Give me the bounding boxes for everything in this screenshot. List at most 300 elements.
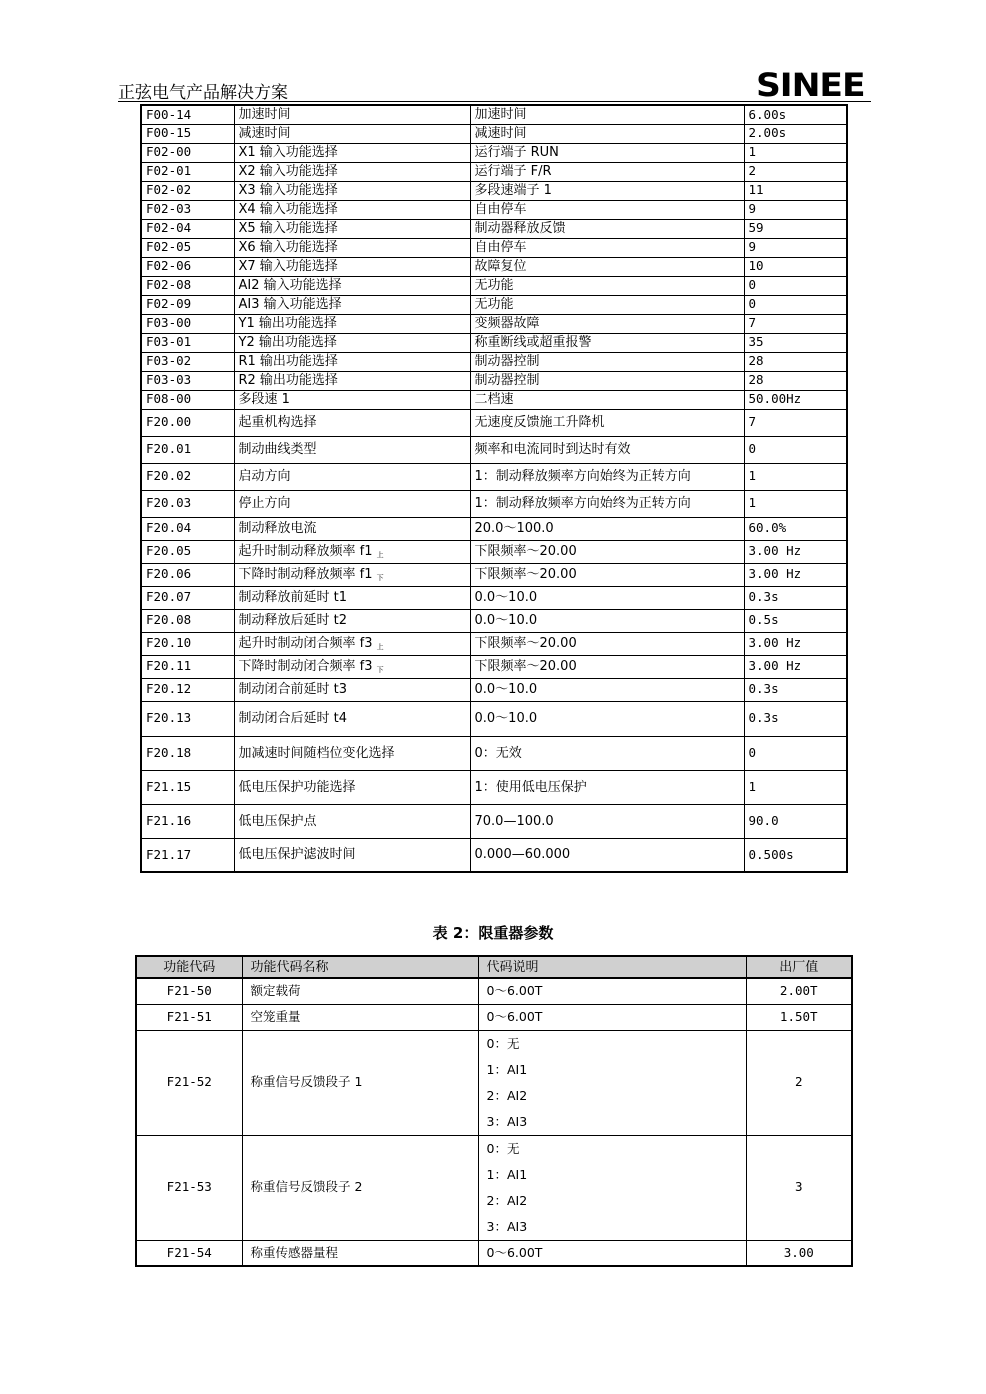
param-desc-text: 1：制动释放频率方向始终为正转方向 (474, 469, 691, 484)
param-code-text: F02-00 (146, 144, 192, 160)
param-desc (470, 586, 744, 609)
table-row (136, 1030, 852, 1135)
param-code (141, 333, 234, 352)
param-desc-text: 自由停车 (474, 202, 527, 217)
param-name-subscript: 下 (376, 665, 384, 674)
param-name (234, 219, 470, 238)
param-value-text: 3.00 Hz (748, 566, 802, 582)
param-code-text: F03-00 (146, 315, 192, 331)
param-desc-text: 0.0～10.0 (474, 590, 538, 605)
param-code (141, 770, 234, 804)
param-code (141, 517, 234, 540)
param-desc (478, 1030, 746, 1135)
param-desc (470, 678, 744, 701)
param-desc (470, 295, 744, 314)
param-value (744, 517, 847, 540)
param-value-text: 0 (748, 277, 757, 293)
param-desc (470, 540, 744, 563)
param-name (234, 563, 470, 586)
param-name-text: 低电压保护功能选择 (238, 779, 356, 795)
param-code-text: F02-08 (146, 277, 192, 293)
param-value-text: 3.00 Hz (748, 658, 802, 674)
param-value (744, 678, 847, 701)
param-code (141, 463, 234, 490)
param-code-text: F20.18 (146, 744, 192, 760)
param-value-text: 0.3s (748, 589, 779, 605)
table-row (141, 181, 847, 200)
table-row (136, 978, 852, 1004)
param-name-text: 减速时间 (238, 126, 291, 141)
param-code-text: F20.05 (146, 543, 192, 559)
param-name: 称重信号反馈段子 1 (242, 1030, 478, 1135)
param-desc-text: 0.0～10.0 (474, 711, 538, 726)
param-value-text: 3.00 Hz (748, 543, 802, 559)
param-value (744, 295, 847, 314)
param-value-text: 0.5s (748, 612, 779, 628)
param-code (141, 257, 234, 276)
header-name: 功能代码名称 (242, 956, 478, 978)
param-name: 额定载荷 (242, 978, 478, 1004)
param-code (141, 736, 234, 770)
param-code (141, 678, 234, 701)
param-value (744, 238, 847, 257)
table-row (141, 563, 847, 586)
param-desc-text: 运行端子 RUN (474, 145, 559, 160)
table-row (141, 490, 847, 517)
param-name (234, 238, 470, 257)
param-name: 称重信号反馈段子 2 (242, 1135, 478, 1240)
header-code: 功能代码 (136, 956, 242, 978)
param-default: 3 (746, 1135, 852, 1240)
param-desc (470, 701, 744, 736)
param-desc-text: 运行端子 F/R (474, 164, 552, 179)
param-desc-text: 无功能 (474, 278, 514, 293)
table-header-row (136, 956, 852, 978)
table-row (141, 314, 847, 333)
table-row (141, 736, 847, 770)
param-name (234, 124, 470, 143)
desc-option: 0～6.00T (486, 1244, 543, 1260)
param-desc (470, 257, 744, 276)
param-desc-text: 无速度反馈施工升降机 (474, 415, 605, 430)
param-desc (470, 333, 744, 352)
param-code (141, 655, 234, 678)
param-code-text: F02-09 (146, 296, 192, 312)
param-desc-text: 无功能 (474, 297, 514, 312)
param-name (234, 371, 470, 390)
param-name (234, 436, 470, 463)
table-row (141, 200, 847, 219)
param-desc-text: 下限频率～20.00 (474, 659, 577, 674)
table-row (141, 124, 847, 143)
param-name-text: 加速时间 (238, 107, 291, 123)
param-code (141, 490, 234, 517)
brand-logo: SINEE (756, 66, 865, 104)
param-desc-text: 多段速端子 1 (474, 183, 552, 198)
param-value-text: 9 (748, 201, 757, 217)
param-desc (470, 200, 744, 219)
param-value-text: 10 (748, 258, 764, 274)
param-desc-text: 1：制动释放频率方向始终为正转方向 (474, 496, 691, 511)
param-value-text: 7 (748, 315, 757, 331)
param-desc (470, 181, 744, 200)
desc-option: 0：无 (486, 1140, 520, 1156)
param-code-text: F20.06 (146, 566, 192, 582)
param-desc (470, 352, 744, 371)
param-desc (470, 314, 744, 333)
table-row (141, 632, 847, 655)
param-name-text: Y1 输出功能选择 (238, 316, 337, 331)
param-code-text: F20.10 (146, 635, 192, 651)
table-row (141, 143, 847, 162)
param-name-text: X4 输入功能选择 (238, 202, 338, 217)
param-name-text: R1 输出功能选择 (238, 354, 338, 369)
param-name (234, 162, 470, 181)
param-value-text: 0.3s (748, 681, 779, 697)
param-desc-text: 频率和电流同时到达时有效 (474, 442, 631, 457)
table-row (141, 257, 847, 276)
param-name-text: AI2 输入功能选择 (238, 278, 342, 293)
param-code-text: F20.11 (146, 658, 192, 674)
param-name (234, 314, 470, 333)
param-name (234, 200, 470, 219)
param-name (234, 105, 470, 124)
param-name-text: 起升时制动释放频率 f1 (238, 543, 373, 559)
param-code-text: F03-01 (146, 334, 192, 350)
param-code: F21-54 (136, 1240, 242, 1266)
param-name (234, 181, 470, 200)
param-name (234, 409, 470, 436)
header-desc: 代码说明 (478, 956, 746, 978)
table-row (141, 390, 847, 409)
param-name (234, 333, 470, 352)
param-code-text: F02-05 (146, 239, 192, 255)
param-desc (470, 371, 744, 390)
param-desc (470, 517, 744, 540)
table-row (141, 701, 847, 736)
table-row (141, 436, 847, 463)
table-row (141, 463, 847, 490)
table-row (136, 1240, 852, 1266)
param-code (141, 701, 234, 736)
param-name-text: 下降时制动闭合频率 f3 (238, 658, 373, 674)
table-row (141, 517, 847, 540)
param-default: 2.00T (746, 978, 852, 1004)
param-code (141, 314, 234, 333)
table-row (141, 540, 847, 563)
param-desc (478, 978, 746, 1004)
param-code (141, 143, 234, 162)
param-value (744, 463, 847, 490)
param-default: 1.50T (746, 1004, 852, 1030)
param-code-text: F02-02 (146, 182, 192, 198)
param-code-text: F02-03 (146, 201, 192, 217)
param-code-text: F21.17 (146, 846, 192, 862)
param-name-text: X1 输入功能选择 (238, 145, 338, 160)
param-code-text: F03-02 (146, 353, 192, 369)
table-row (136, 1135, 852, 1240)
param-desc (470, 655, 744, 678)
param-desc (470, 409, 744, 436)
table-row (141, 655, 847, 678)
param-value-text: 60.0% (748, 520, 787, 536)
param-desc-text: 20.0～100.0 (474, 521, 554, 536)
weight-limiter-table (135, 955, 853, 1267)
param-value (744, 409, 847, 436)
param-value (744, 804, 847, 838)
param-name-text: 起升时制动闭合频率 f3 (238, 635, 373, 651)
param-value (744, 632, 847, 655)
param-value (744, 540, 847, 563)
param-value-text: 6.00s (748, 106, 787, 122)
param-value-text: 90.0 (748, 812, 779, 828)
param-code (141, 838, 234, 872)
param-value (744, 701, 847, 736)
param-desc (470, 490, 744, 517)
table-row (141, 409, 847, 436)
param-code (141, 181, 234, 200)
param-code (141, 238, 234, 257)
param-name-text: 制动释放电流 (238, 521, 317, 536)
param-value (744, 162, 847, 181)
param-value-text: 7 (748, 414, 757, 430)
param-code (141, 352, 234, 371)
param-name (234, 632, 470, 655)
param-code (141, 390, 234, 409)
table-row (141, 371, 847, 390)
param-name-text: X3 输入功能选择 (238, 183, 338, 198)
desc-option: 1：AI1 (486, 1166, 528, 1182)
param-desc (470, 463, 744, 490)
param-name-subscript: 下 (376, 573, 384, 582)
param-desc (470, 736, 744, 770)
param-desc-text: 减速时间 (474, 126, 527, 141)
param-code-text: F20.00 (146, 414, 192, 430)
desc-option: 0：无 (486, 1035, 520, 1051)
param-desc (470, 838, 744, 872)
param-value (744, 352, 847, 371)
param-code (141, 162, 234, 181)
param-code-text: F20.03 (146, 495, 192, 511)
table-row (141, 333, 847, 352)
param-name-text: R2 输出功能选择 (238, 373, 338, 388)
param-desc (478, 1135, 746, 1240)
param-name: 称重传感器量程 (242, 1240, 478, 1266)
table-row (141, 804, 847, 838)
param-name (234, 586, 470, 609)
param-value (744, 655, 847, 678)
parameter-table (140, 104, 848, 873)
param-name (234, 655, 470, 678)
param-value (744, 736, 847, 770)
table-row (136, 1004, 852, 1030)
param-code-text: F21.15 (146, 778, 192, 794)
param-name-text: 启动方向 (238, 469, 291, 484)
param-value (744, 200, 847, 219)
param-code: F21-53 (136, 1135, 242, 1240)
param-name (234, 701, 470, 736)
param-default: 3.00 (746, 1240, 852, 1266)
table-row (141, 162, 847, 181)
param-code (141, 276, 234, 295)
param-value (744, 314, 847, 333)
table-row (141, 276, 847, 295)
param-desc (470, 609, 744, 632)
param-desc-text: 1：使用低电压保护 (474, 779, 587, 795)
param-desc-text: 0：无效 (474, 745, 522, 761)
param-code-text: F20.01 (146, 441, 192, 457)
desc-option: 3：AI3 (486, 1218, 528, 1234)
param-value-text: 1 (748, 495, 757, 511)
param-name (234, 736, 470, 770)
param-name-text: 制动闭合前延时 t3 (238, 682, 348, 697)
param-desc (470, 238, 744, 257)
desc-option: 0～6.00T (486, 1008, 543, 1024)
param-name (234, 463, 470, 490)
param-desc-text: 0.0～10.0 (474, 682, 538, 697)
param-value (744, 436, 847, 463)
param-value-text: 0 (748, 744, 757, 760)
param-code-text: F03-03 (146, 372, 192, 388)
param-desc-text: 故障复位 (474, 259, 527, 274)
param-desc-text: 0.000—60.000 (474, 847, 571, 863)
param-code (141, 540, 234, 563)
param-value (744, 490, 847, 517)
param-code-text: F21.16 (146, 812, 192, 828)
param-name (234, 804, 470, 838)
param-name-text: 低电压保护点 (238, 813, 317, 829)
param-code-text: F20.02 (146, 468, 192, 484)
table-row (141, 352, 847, 371)
param-name-text: 加减速时间随档位变化选择 (238, 745, 395, 761)
param-value-text: 1 (748, 144, 757, 160)
header-default: 出厂值 (746, 956, 852, 978)
param-code-text: F20.07 (146, 589, 192, 605)
param-code (141, 200, 234, 219)
param-desc-text: 二档速 (474, 392, 514, 407)
param-name-text: 起重机构选择 (238, 415, 317, 430)
param-code (141, 295, 234, 314)
desc-option: 2：AI2 (486, 1087, 528, 1103)
param-name (234, 295, 470, 314)
table-row (141, 838, 847, 872)
param-name (234, 540, 470, 563)
param-default: 2 (746, 1030, 852, 1135)
param-code-text: F02-04 (146, 220, 192, 236)
param-desc (470, 770, 744, 804)
param-code (141, 105, 234, 124)
param-desc (478, 1240, 746, 1266)
param-code (141, 219, 234, 238)
header-title: 正弦电气产品解决方案 (118, 83, 288, 103)
param-name-text: 制动释放前延时 t1 (238, 590, 348, 605)
param-desc-text: 下限频率～20.00 (474, 544, 577, 559)
param-name-text: X5 输入功能选择 (238, 221, 338, 236)
param-desc (470, 143, 744, 162)
param-code (141, 371, 234, 390)
param-desc-text: 自由停车 (474, 240, 527, 255)
param-value (744, 333, 847, 352)
param-code (141, 804, 234, 838)
desc-option: 1：AI1 (486, 1061, 528, 1077)
param-name-text: 多段速 1 (238, 392, 290, 407)
param-name-text: 下降时制动释放频率 f1 (238, 566, 373, 582)
param-code-text: F08-00 (146, 391, 192, 407)
param-name-text: 制动释放后延时 t2 (238, 613, 348, 628)
param-name-subscript: 上 (376, 550, 384, 559)
param-name: 空笼重量 (242, 1004, 478, 1030)
table-row (141, 609, 847, 632)
param-value (744, 257, 847, 276)
table-row (141, 770, 847, 804)
param-desc-text: 加速时间 (474, 107, 527, 123)
param-code-text: F20.13 (146, 710, 192, 726)
param-value (744, 124, 847, 143)
param-name-text: 停止方向 (238, 496, 291, 511)
param-desc (478, 1004, 746, 1030)
param-value (744, 276, 847, 295)
param-value (744, 609, 847, 632)
param-name (234, 143, 470, 162)
param-desc-text: 称重断线或超重报警 (474, 335, 592, 350)
param-value (744, 105, 847, 124)
param-code-text: F02-01 (146, 163, 192, 179)
param-value-text: 2 (748, 163, 757, 179)
param-name (234, 390, 470, 409)
param-value-text: 59 (748, 220, 764, 236)
param-code: F21-52 (136, 1030, 242, 1135)
param-name-text: X2 输入功能选择 (238, 164, 338, 179)
param-value (744, 770, 847, 804)
param-code-text: F20.08 (146, 612, 192, 628)
param-name-subscript: 上 (376, 642, 384, 651)
desc-option: 0～6.00T (486, 983, 543, 998)
param-value-text: 3.00 Hz (748, 635, 802, 651)
param-code-text: F20.12 (146, 681, 192, 697)
param-value (744, 390, 847, 409)
param-value-text: 1 (748, 778, 757, 794)
param-code-text: F20.04 (146, 520, 192, 536)
param-value (744, 219, 847, 238)
param-value (744, 838, 847, 872)
param-code (141, 409, 234, 436)
param-code (141, 609, 234, 632)
param-desc (470, 804, 744, 838)
param-name (234, 352, 470, 371)
param-code (141, 124, 234, 143)
table-row (141, 219, 847, 238)
param-name (234, 490, 470, 517)
param-value-text: 28 (748, 353, 764, 369)
param-code: F21-50 (136, 978, 242, 1004)
param-value-text: 2.00s (748, 125, 787, 141)
desc-option: 2：AI2 (486, 1192, 528, 1208)
param-code-text: F02-06 (146, 258, 192, 274)
param-code (141, 586, 234, 609)
param-value (744, 371, 847, 390)
param-desc-text: 变频器故障 (474, 316, 540, 331)
param-value-text: 28 (748, 372, 764, 388)
param-value-text: 0.500s (748, 846, 794, 862)
param-desc-text: 制动器释放反馈 (474, 221, 566, 236)
param-desc (470, 436, 744, 463)
param-desc (470, 632, 744, 655)
param-value (744, 181, 847, 200)
param-name (234, 838, 470, 872)
param-code-text: F00-14 (146, 106, 192, 122)
param-code (141, 563, 234, 586)
header-divider (118, 101, 871, 102)
